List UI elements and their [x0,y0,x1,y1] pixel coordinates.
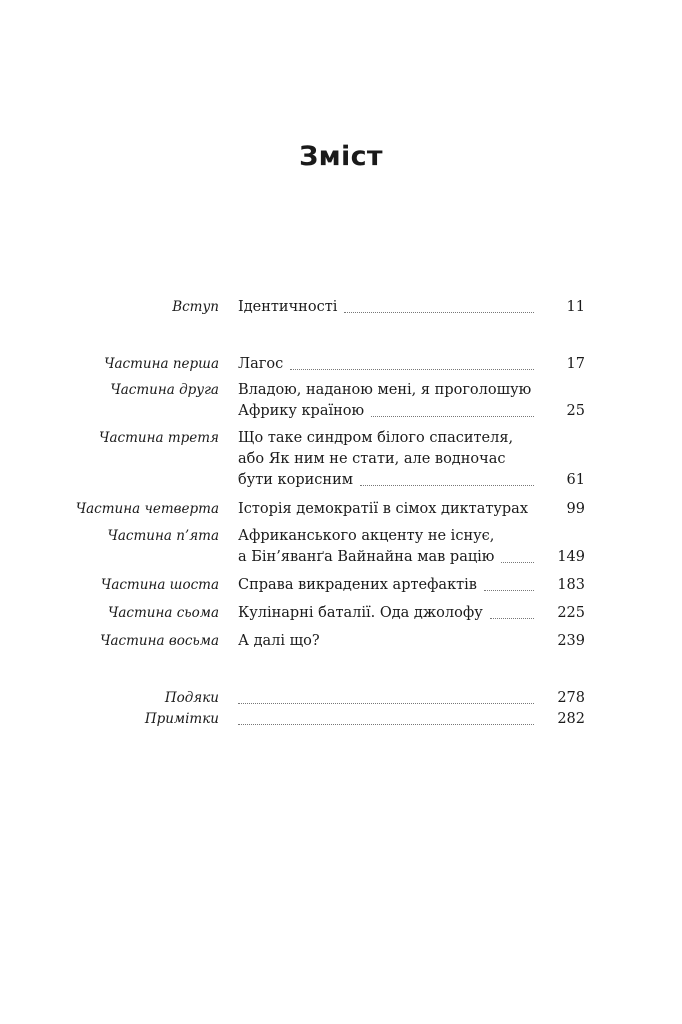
toc-entry-label: Частина третя [99,430,219,446]
toc-entry-title-text: Африку країною [238,403,365,419]
toc-entry-title-line [238,352,534,376]
toc-entry-title-text: Африканського акценту не існує, [238,528,495,544]
toc-entry-title-line [238,573,534,597]
toc-entry-title-line [238,629,534,653]
toc-entry-title-line [238,601,534,625]
toc-entry-label: Частина четверта [75,501,219,517]
dot-leader [484,589,534,591]
toc-entry-page-number: 278 [557,690,585,706]
toc-entry-label: Примітки [144,711,219,727]
toc-entry-title-text: бути корисним [238,472,354,488]
toc-entry-page-number: 25 [566,403,585,419]
toc-entry-page-number: 149 [557,549,585,565]
toc-entry-page-number: 239 [557,633,585,649]
dot-leader [501,561,534,563]
toc-entry-page-number: 61 [566,472,585,488]
toc-entry-title-text: А далі що? [238,633,320,649]
toc-entry-label: Подяки [164,690,219,706]
toc-entry-page-number: 99 [566,501,585,517]
toc-entry-title-line [238,468,534,492]
toc-entry-page-number: 11 [566,299,585,315]
toc-entry-label: Вступ [172,299,219,315]
toc-entry-title-text: Справа викрадених артефактів [238,577,477,593]
toc-entry-title-line [238,295,534,319]
toc-entry-page-number: 225 [557,605,585,621]
toc-entry-title-line [238,399,534,423]
toc-entry-page-number: 17 [566,356,585,372]
toc-entry-title-text: Лагос [238,356,284,372]
toc-entry-title-text: Кулінарні баталії. Ода джолофу [238,605,483,621]
toc-entry-title-text: Історія демократії в сімох диктатурах [238,501,528,517]
toc-entry-title-text: або Як ним не стати, але водночас [238,451,506,467]
toc-entry-label: Частина п’ята [107,528,219,544]
dot-leader [371,415,534,417]
toc-entry-title-text: Ідентичності [238,299,338,315]
toc-entry-page-number: 282 [557,711,585,727]
dot-leader [238,723,534,725]
toc-entry-title-line [238,545,534,569]
dot-leader [490,617,534,619]
dot-leader [360,484,534,486]
toc-entry-page-number: 183 [557,577,585,593]
toc-entry-label: Частина восьма [100,633,219,649]
toc-entry-title-text: Владою, наданою мені, я проголошую [238,382,532,398]
toc-entry-title-line [238,707,534,731]
toc-entry-label: Частина перша [104,356,219,372]
toc-entry-title-text: Що таке синдром білого спасителя, [238,430,514,446]
dot-leader [238,702,534,704]
toc-entry-label: Частина друга [110,382,219,398]
toc-entry-title-text: а Бін’яванґа Вайнайна мав рацію [238,549,495,565]
page-title: Зміст [299,141,383,172]
dot-leader [344,311,534,313]
toc-entry-label: Частина сьома [107,605,219,621]
toc-entry-label: Частина шоста [100,577,219,593]
toc-entry-title-line [238,497,534,521]
dot-leader [290,368,534,370]
